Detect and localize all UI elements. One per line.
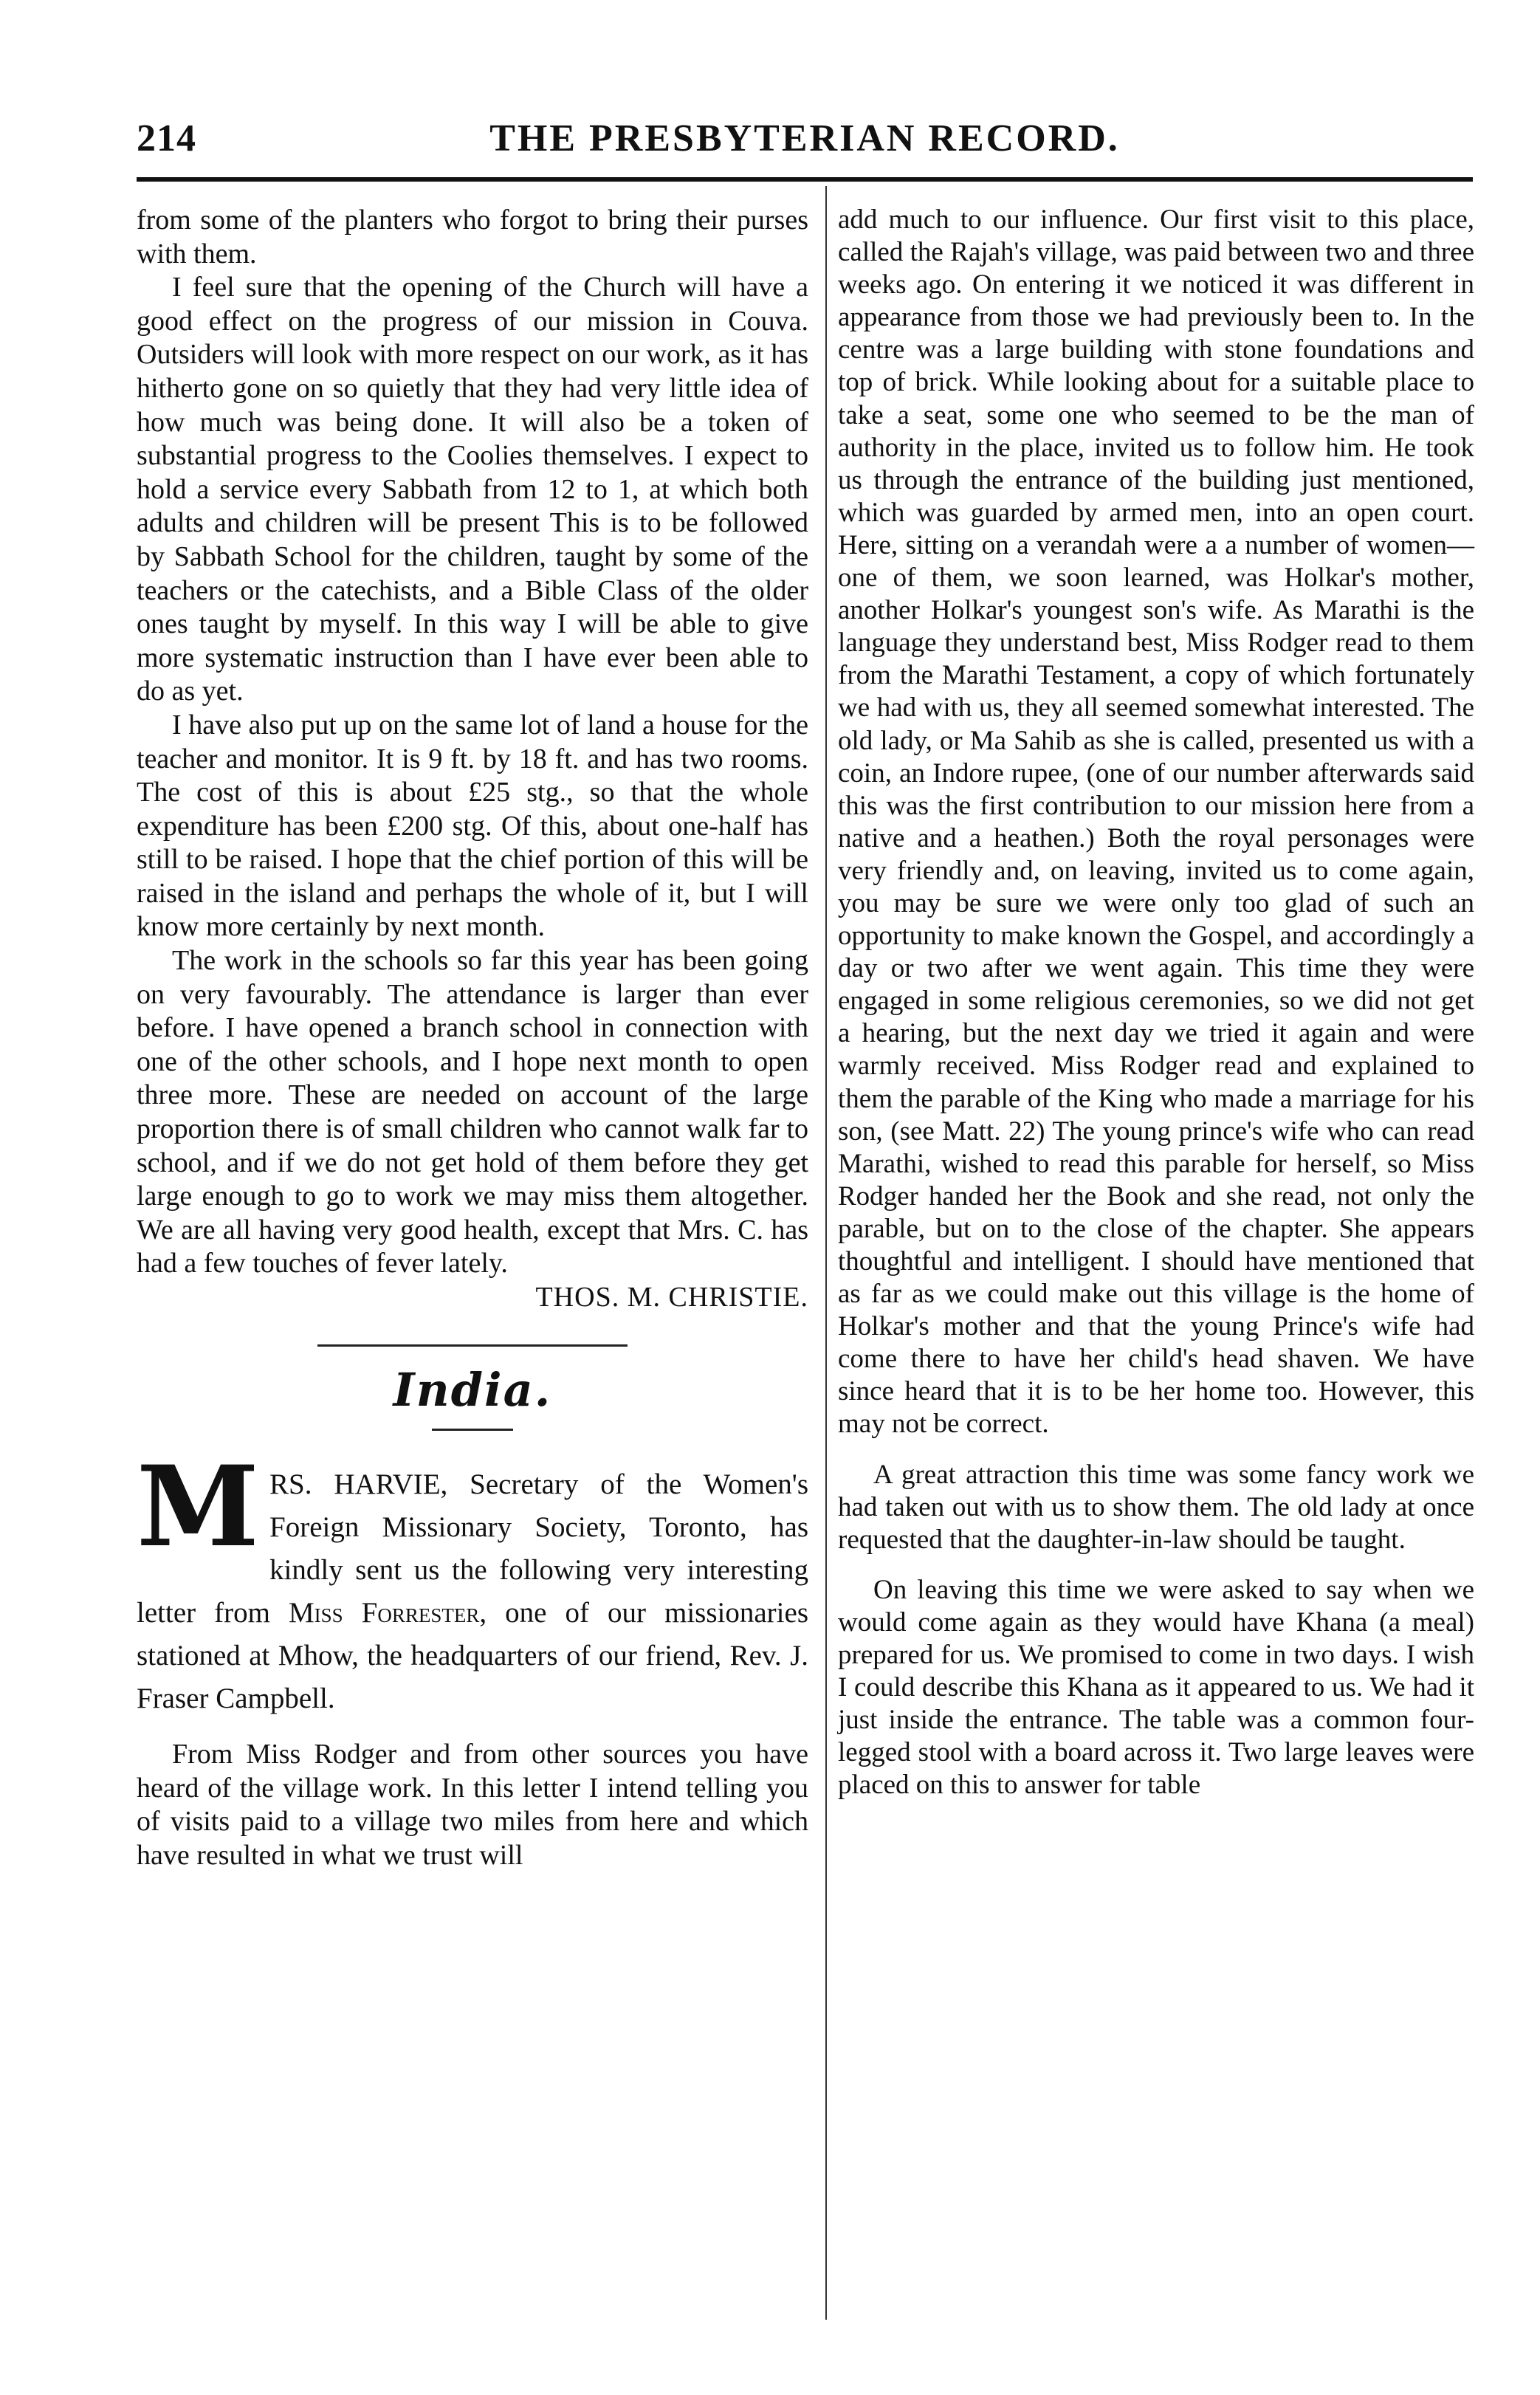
drop-cap: M bbox=[137, 1442, 260, 1573]
left-column bbox=[137, 204, 808, 1873]
right-column bbox=[838, 204, 1474, 1802]
header-rule bbox=[137, 177, 1473, 182]
column-rule bbox=[825, 186, 827, 2320]
section-heading: India. bbox=[393, 1362, 552, 1417]
section-rule bbox=[317, 1344, 628, 1347]
left-paragraph-2: I feel sure that the opening of the Church will have a good effect on the progress of our mission in Couva. Outsiders will look with more respect on our work, as it has hitherto gone on so quietly that they had very little idea of how much was being done. It will also be a token of substantial progress to the Coolies themselves. I expect to hold a service every Sabbath from 12 to 1, at which both adults and children will be present This is to be followed by Sabbath School for the children, taught by some of the teachers or the catechists, and a Bible Class of the older ones taught by myself. In this way I will be able to give more systematic instruction than I have ever been able to do as yet. bbox=[137, 272, 808, 707]
left-paragraph-3: I have also put up on the same lot of land a house for the teacher and monitor. It is 9 ft. by 18 ft. and has two rooms. The cost of this is about £25 stg., so that the whole expenditure has been £200 stg. Of this, about one-half has still to be raised. I hope that the chief portion of this will be raised in the island and perhaps the whole of it, but I will know more certainly by next month. bbox=[137, 709, 808, 943]
signature: THOS. M. CHRISTIE. bbox=[535, 1282, 808, 1313]
left-paragraph-1: from some of the planters who forgot to bring their purses with them. bbox=[137, 205, 808, 269]
heading-rule bbox=[432, 1429, 513, 1431]
intro-paragraph bbox=[137, 1442, 808, 1720]
left-paragraph-4: The work in the schools so far this year has been going on very favourably. The attendance is larger than ever before. I have opened a branch school in connection with one of the other schools, and I hope next month to open three more. These are needed on account of the large proportion there is of small children who cannot walk far to school, and if we do not get hold of them before they get large enough to go to work we may miss them altogether. We are all having very good health, except that Mrs. C. has had a few touches of fever lately. bbox=[137, 945, 808, 1279]
left-paragraph-5: From Miss Rodger and from other sources you have heard of the village work. In this letter I intend telling you of visits paid to a village two miles from here and which have resulted in what we trust will bbox=[137, 1739, 808, 1871]
right-paragraph-1: add much to our influence. Our first visit to this place, called the Rajah's village, was paid between two and three weeks ago. On entering it we noticed it was different in appearance from those we had previously been to. In the centre was a large building with stone foundations and top of brick. While looking about for a suitable place to take a seat, some one who seemed to be the man of authority in the place, invited us to follow him. He took us through the entrance of the building just mentioned, which was guarded by armed men, into an open court. Here, sitting on a verandah were a a number of women—one of them, we soon learned, was Holkar's mother, another Holkar's youngest son's wife. As Marathi is the language they understand best, Miss Rodger read to them from the Marathi Testament, a copy of which fortunately we had with us, they all seemed somewhat interested. The old lady, or Ma Sahib as she is called, presented us with a coin, an Indore rupee, (one of our number afterwards said this was the first contribution to our mission here from a native and a heathen.) Both the royal personages were very friendly and, on leaving, invited us to come again, you may be sure we were only too glad of such an opportunity to make known the Gospel, and accordingly a day or two after we went again. This time they were engaged in some religious ceremonies, so we did not get a hearing, but the next day we tried it again and were warmly received. Miss Rodger read and explained to them the parable of the King who made a marriage for his son, (see Matt. 22) The young prince's wife who can read Marathi, wished to read this parable for herself, so Miss Rodger handed her the Book and she read, not only the parable, but on to the close of the chapter. She appears thoughtful and intelligent. I should have mentioned that as far as we could make out this village is the home of Holkar's mother and that the young Prince's wife had come there to have her child's head shaven. We have since heard that it is to be her home too. However, this may not be correct. bbox=[838, 205, 1474, 1440]
page-header bbox=[137, 111, 1473, 170]
intro-name: Miss Forrester bbox=[288, 1597, 480, 1629]
intro-text-1: RS. HARVIE, Secretary of the Women's Foreign Missionary Society, Toronto, has kindly sent us the following very interesting letter from bbox=[137, 1468, 808, 1629]
page-number: 214 bbox=[137, 117, 196, 159]
right-paragraph-3: On leaving this time we were asked to say when we would come again as they would have Khana (a meal) prepared for us. We promised to come in two days. I wish I could describe this Khana as it appeared to us. We had it just inside the entrance. The table was a common four-legged stool with a board across it. Two large leaves were placed on this to answer for table bbox=[838, 1574, 1474, 1801]
journal-title: THE PRESBYTERIAN RECORD. bbox=[489, 117, 1120, 159]
intro-text-2: , one of our missionaries stationed at Mhow, the headquarters of our friend, Rev. J. Fraser Campbell. bbox=[137, 1597, 808, 1715]
right-paragraph-2: A great attraction this time was some fancy work we had taken out with us to show them. The old lady at once requested that the daughter-in-law should be taught. bbox=[838, 1459, 1474, 1555]
